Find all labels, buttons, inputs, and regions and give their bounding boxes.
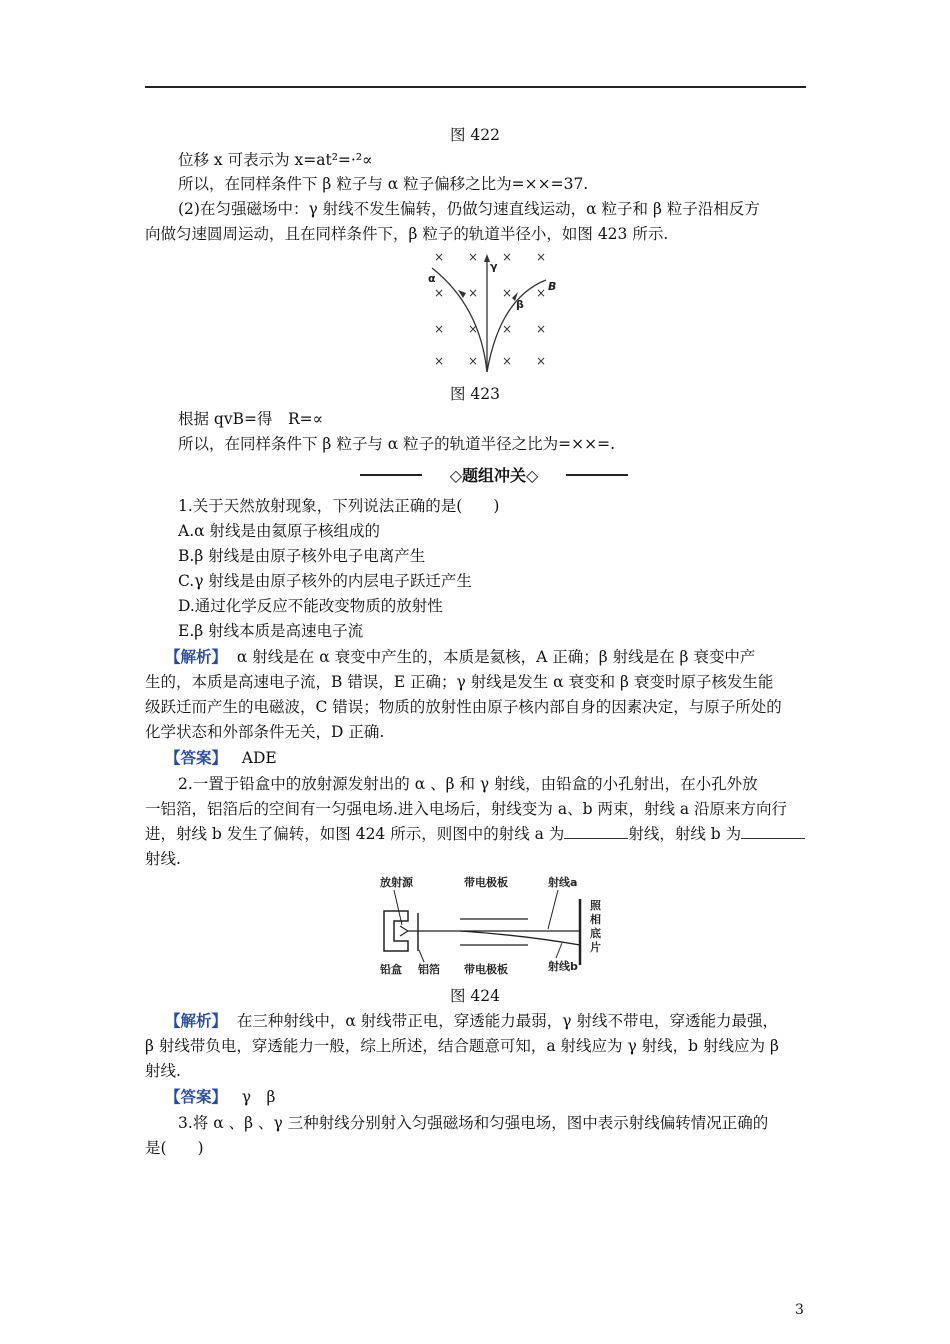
q1-option: A.α 射线是由氦原子核组成的 — [178, 522, 381, 540]
q1-analysis-line — [165, 647, 755, 667]
q1-stem: 1.关于天然放射现象，下列说法正确的是( ) — [178, 497, 500, 515]
header-rule — [145, 86, 806, 88]
magnetic-para-line2: 向做匀速圆周运动，且在同样条件下，β 粒子的轨道半径小，如图 423 所示. — [145, 225, 669, 243]
field-cross: × — [502, 322, 513, 336]
analysis-tag: 【解析】 — [165, 1011, 228, 1030]
field-cross: × — [434, 250, 445, 264]
section-title: ◇题组冲关◇ — [449, 466, 539, 485]
lead-box — [384, 911, 408, 951]
alpha-label: α — [428, 272, 436, 285]
answer-blank-b — [741, 824, 805, 839]
q1-analysis-line: 化学状态和外部条件无关，D 正确. — [145, 723, 385, 741]
radius-ratio-line: 所以，在同样条件下 β 粒子与 α 粒子的轨道半径之比为=××=. — [178, 435, 616, 453]
ray-a-label: 射线a — [548, 876, 578, 889]
q1-option: E.β 射线本质是高速电子流 — [178, 622, 364, 640]
ray-b-label: 射线b — [548, 960, 578, 973]
q1-option: C.γ 射线是由原子核外的内层电子跃迁产生 — [178, 572, 472, 590]
ray-a-pointer — [548, 890, 558, 929]
q2-stem-line: 2.一置于铅盒中的放射源发射出的 α 、β 和 γ 射线，由铅盒的小孔射出，在小孔外放 — [178, 775, 758, 793]
field-cross: × — [468, 286, 479, 300]
fig423-diagram — [420, 246, 560, 374]
q2-stem-text: 射线，射线 b 为 — [628, 825, 742, 843]
answer-text: ADE — [241, 749, 277, 767]
q2-analysis-line: β 射线带负电，穿透能力一般，综上所述，结合题意可知，a 射线应为 γ 射线，b 射线应为 β — [145, 1037, 779, 1055]
q1-answer-line — [165, 748, 277, 768]
field-cross: × — [502, 354, 513, 368]
magnetic-para-line1: (2)在匀强磁场中：γ 射线不发生偏转，仍做匀速直线运动，α 粒子和 β 粒子沿相反方 — [178, 200, 760, 218]
film-label: 片 — [590, 941, 601, 954]
field-cross: × — [502, 286, 513, 300]
source-label: 放射源 — [380, 876, 413, 889]
field-cross: × — [502, 250, 513, 264]
ray-b-pointer — [556, 943, 562, 958]
film-label: 照 — [590, 899, 601, 912]
q3-stem-line: 是( ) — [145, 1139, 204, 1157]
field-cross: × — [468, 250, 479, 264]
field-cross: × — [434, 354, 445, 368]
q2-analysis-line: 射线. — [145, 1062, 181, 1080]
fig424-diagram — [372, 873, 612, 977]
section-header — [360, 463, 630, 485]
source-pointer — [394, 890, 402, 925]
answer-tag: 【答案】 — [165, 748, 228, 767]
deflection-ratio-line: 所以，在同样条件下 β 粒子与 α 粒子偏移之比为=××=37. — [178, 175, 589, 193]
answer-blank-a — [564, 824, 628, 839]
q2-stem-line — [145, 824, 805, 844]
displacement-line: 位移 x 可表示为 x=at²=·²∝ — [178, 151, 373, 169]
field-cross: × — [536, 322, 547, 336]
field-cross: × — [536, 354, 547, 368]
q2-stem-line: 一铝箔，铝箔后的空间有一匀强电场.进入电场后，射线变为 a、b 两束，射线 a 沿原来方向行 — [145, 800, 788, 818]
q2-analysis-line — [165, 1011, 778, 1031]
plate-bottom-label: 带电极板 — [464, 963, 508, 976]
plate-top-label: 带电极板 — [464, 876, 508, 889]
field-cross: × — [536, 286, 547, 300]
q2-answer-line — [165, 1087, 276, 1107]
film-label: 底 — [590, 927, 601, 940]
film-label: 相 — [590, 913, 601, 926]
field-b-label: B — [548, 280, 557, 293]
analysis-text: α 射线是在 α 衰变中产生的，本质是氦核，A 正确；β 射线是在 β 衰变中产 — [236, 648, 756, 666]
foil-pointer — [419, 950, 424, 962]
field-cross: × — [536, 250, 547, 264]
page-number: 3 — [795, 1302, 804, 1318]
qvb-line: 根据 qvB=得 R=∝ — [178, 410, 324, 428]
source-marker — [400, 926, 408, 936]
field-cross: × — [468, 354, 479, 368]
fig422-caption: 图 422 — [449, 126, 500, 144]
q1-analysis-line: 级跃迁而产生的电磁波，C 错误；物质的放射性由原子核内部自身的因素决定，与原子所处的 — [145, 698, 782, 716]
field-cross: × — [468, 322, 479, 336]
answer-tag: 【答案】 — [165, 1087, 228, 1106]
field-cross: × — [434, 286, 445, 300]
section-bar-left — [360, 474, 422, 476]
q1-option: D.通过化学反应不能改变物质的放射性 — [178, 597, 443, 615]
section-bar-right — [566, 474, 628, 476]
fig424-caption: 图 424 — [449, 987, 500, 1005]
lead-box-label: 铅盒 — [380, 963, 402, 976]
q1-analysis-line: 生的，本质是高速电子流，B 错误，E 正确；γ 射线是发生 α 衰变和 β 衰变时原子核发生能 — [145, 673, 774, 691]
analysis-tag: 【解析】 — [165, 647, 228, 666]
answer-text: γ β — [241, 1088, 276, 1106]
gamma-label: γ — [490, 260, 498, 273]
foil-label: 铝箔 — [418, 963, 440, 976]
q2-stem-text: 进，射线 b 发生了偏转，如图 424 所示，则图中的射线 a 为 — [145, 825, 565, 843]
field-cross: × — [434, 322, 445, 336]
q2-stem-line: 射线. — [145, 850, 181, 868]
fig423-caption: 图 423 — [449, 385, 500, 403]
ray-b — [460, 931, 580, 945]
beta-label: β — [516, 298, 524, 311]
q3-stem-line: 3.将 α 、β 、γ 三种射线分别射入匀强磁场和匀强电场，图中表示射线偏转情况正确的 — [178, 1114, 769, 1132]
q1-option: B.β 射线是由原子核外电子电离产生 — [178, 547, 426, 565]
analysis-text: 在三种射线中，α 射线带正电，穿透能力最弱，γ 射线不带电，穿透能力最强， — [236, 1012, 778, 1030]
